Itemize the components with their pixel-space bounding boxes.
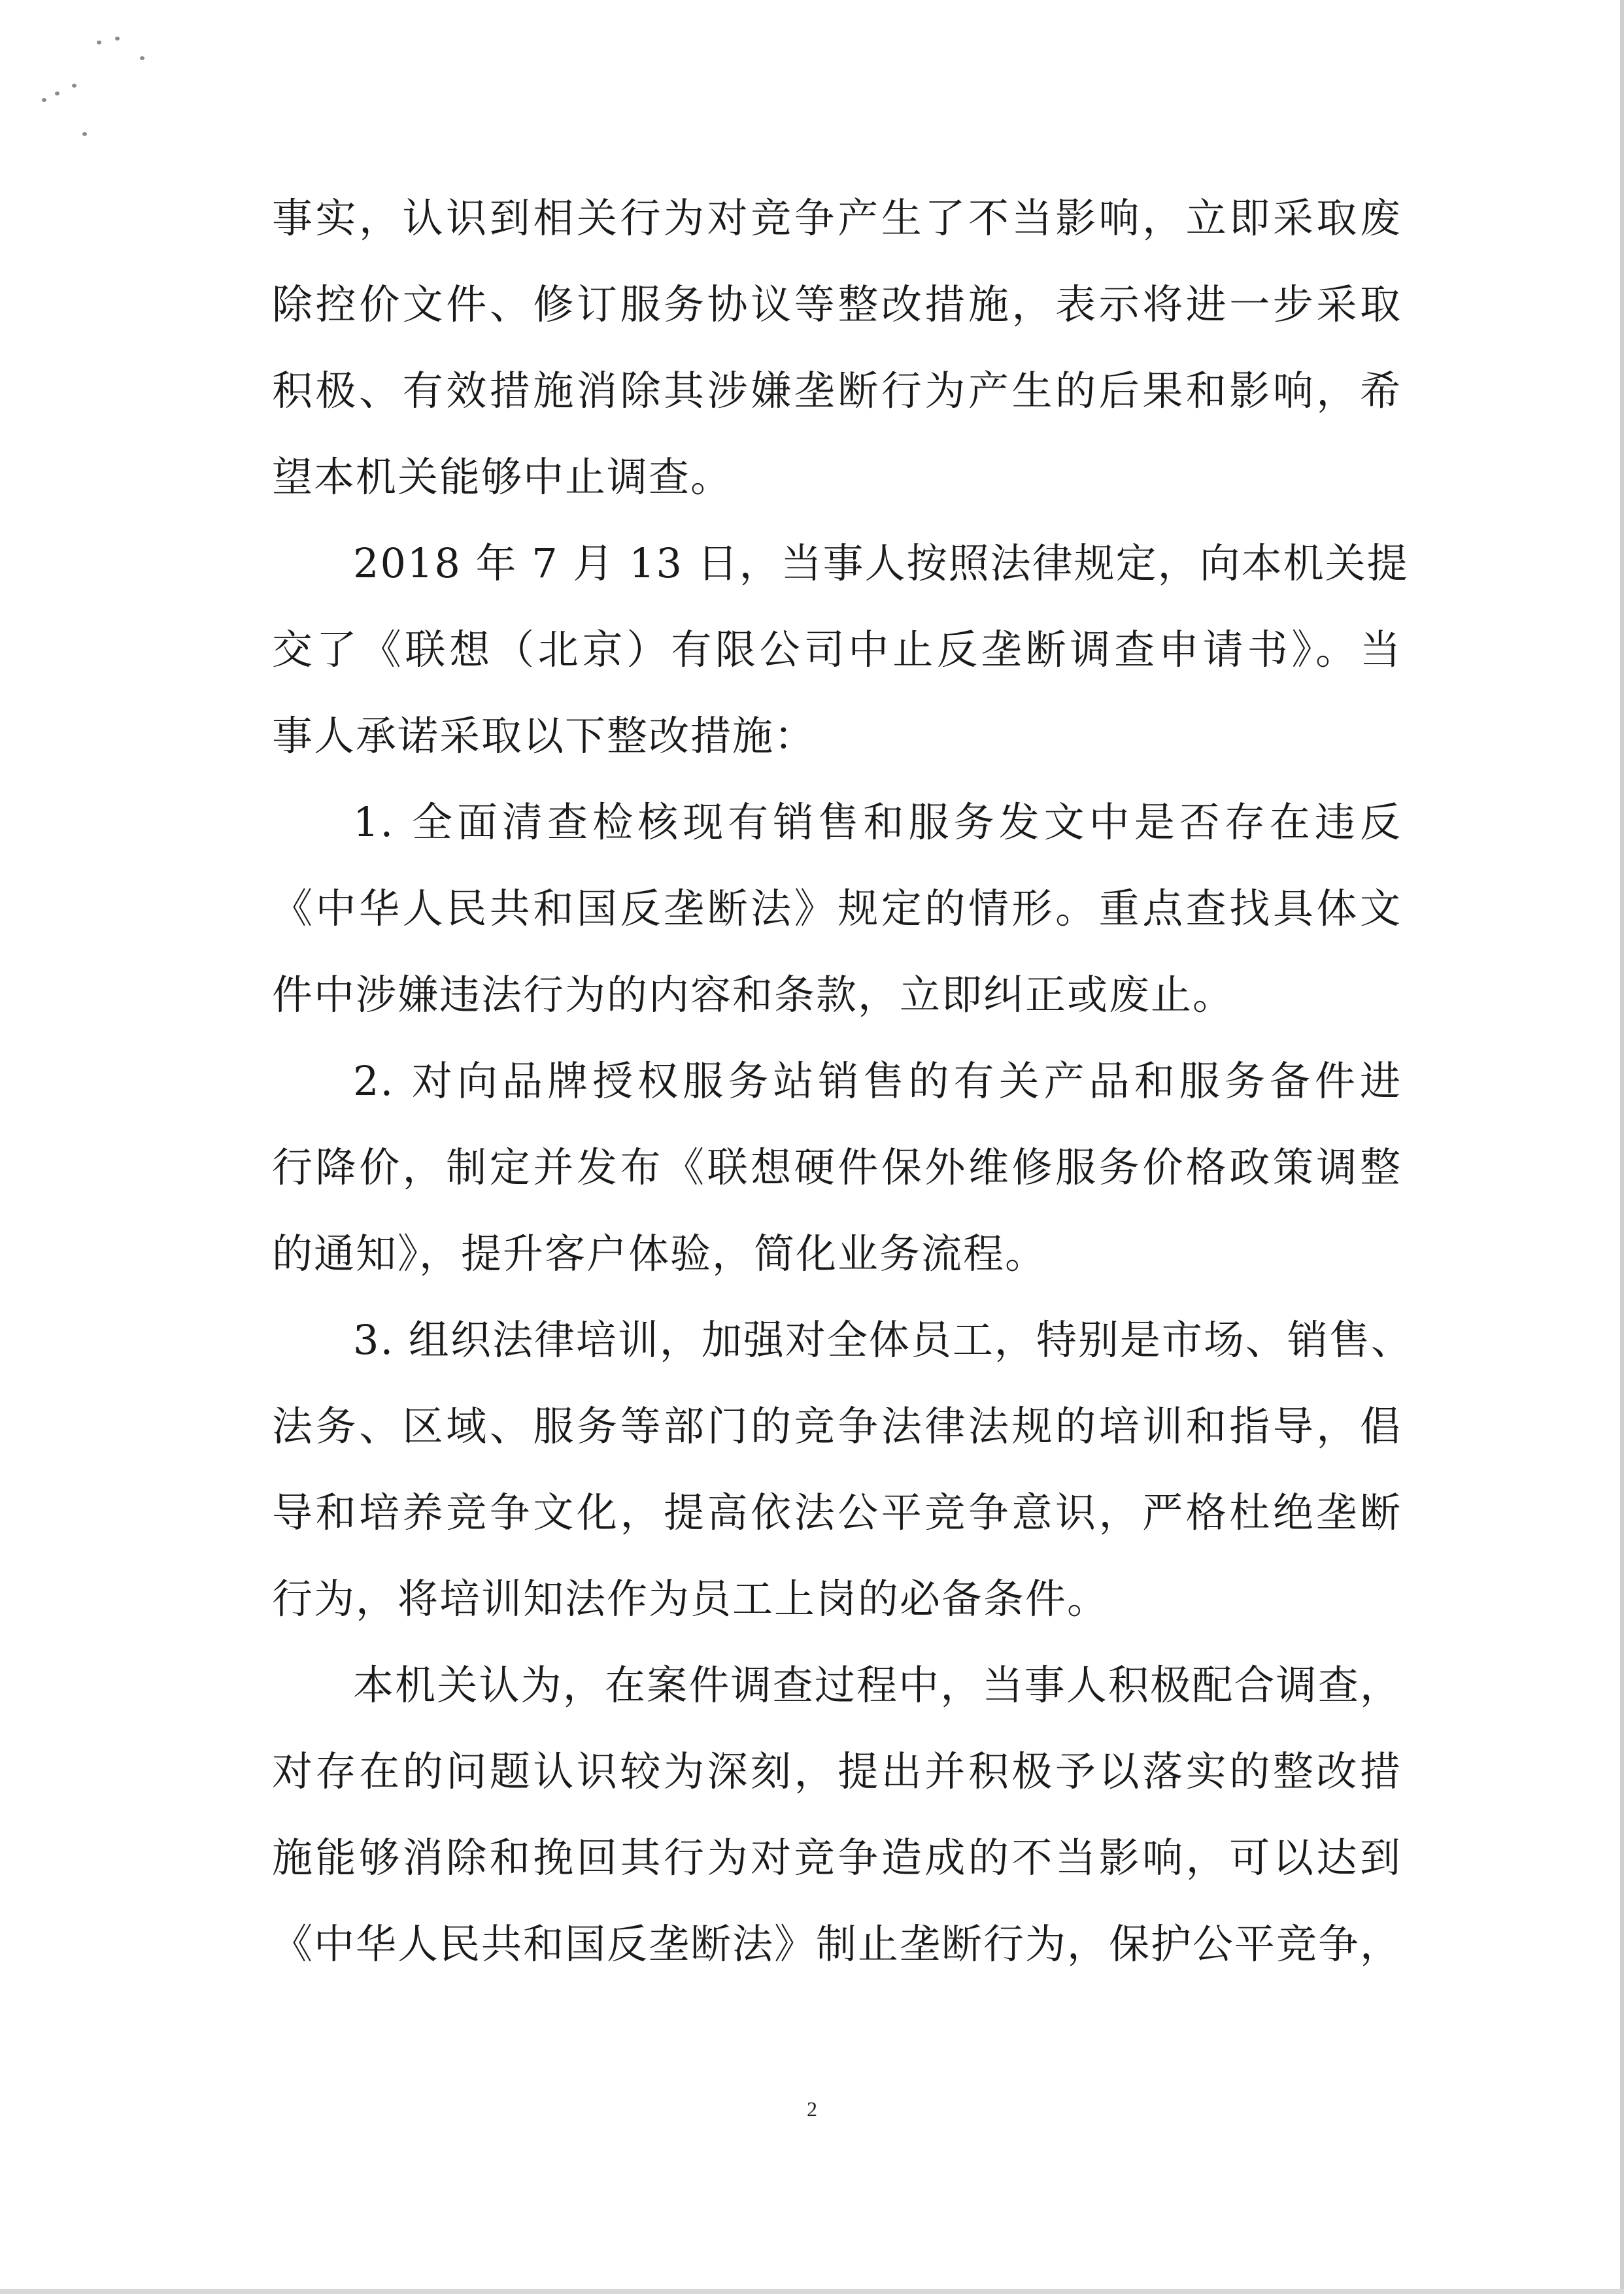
list-item-line: 的通知》，提升客户体验，简化业务流程。 (272, 1230, 1047, 1277)
paragraph-line: 交了《联想（北京）有限公司中止反垄断调查申请书》。当 (272, 626, 1402, 673)
list-item-line: 2. 对向品牌授权服务站销售的有关产品和服务备件进 (353, 1057, 1402, 1105)
paragraph-line: 2018 年 7 月 13 日，当事人按照法律规定，向本机关提 (353, 539, 1409, 587)
paragraph-line: 本机关认为，在案件调查过程中，当事人积极配合调查， (353, 1661, 1402, 1709)
scan-speck (42, 98, 46, 102)
document-body (272, 175, 1413, 1987)
paragraph-line: 事人承诺采取以下整改措施： (272, 712, 817, 760)
paragraph-line: 望本机关能够中止调查。 (272, 453, 733, 501)
paragraph-line: 积极、有效措施消除其涉嫌垄断行为产生的后果和影响，希 (272, 367, 1402, 414)
list-item-line: 行降价，制定并发布《联想硬件保外维修服务价格政策调整 (272, 1143, 1402, 1191)
list-item-line: 1. 全面清查检核现有销售和服务发文中是否存在违反 (353, 798, 1402, 846)
list-item-line: 3. 组织法律培训，加强对全体员工，特别是市场、销售、 (353, 1316, 1413, 1364)
scan-speck (97, 41, 101, 44)
paragraph-line: 对存在的问题认识较为深刻，提出并积极予以落实的整改措 (272, 1747, 1402, 1795)
scan-speck (140, 56, 144, 60)
list-item-line: 件中涉嫌违法行为的内容和条款，立即纠正或废止。 (272, 971, 1235, 1019)
list-item-line: 导和培养竞争文化，提高依法公平竞争意识，严格杜绝垄断 (272, 1489, 1402, 1536)
list-item-line: 行为，将培训知法作为员工上岗的必备条件。 (272, 1575, 1109, 1623)
scan-speck (82, 132, 87, 136)
paragraph-line: 除控价文件、修订服务协议等整改措施，表示将进一步采取 (272, 280, 1402, 328)
paragraph-line: 事实，认识到相关行为对竞争产生了不当影响，立即采取废 (272, 194, 1402, 242)
scan-speck (55, 92, 59, 95)
paragraph-line: 《中华人民共和国反垄断法》制止垄断行为，保护公平竞争， (272, 1920, 1402, 1968)
scan-edge-bottom (0, 2289, 1624, 2294)
paragraph-line: 施能够消除和挽回其行为对竞争造成的不当影响，可以达到 (272, 1834, 1402, 1881)
page-number: 2 (807, 2097, 817, 2121)
scan-speck (72, 84, 76, 88)
list-item-line: 法务、区域、服务等部门的竞争法律法规的培训和指导，倡 (272, 1402, 1402, 1450)
scan-speck (115, 37, 120, 41)
list-item-line: 《中华人民共和国反垄断法》规定的情形。重点查找具体文 (272, 885, 1402, 932)
scan-edge-right (1620, 0, 1624, 2294)
